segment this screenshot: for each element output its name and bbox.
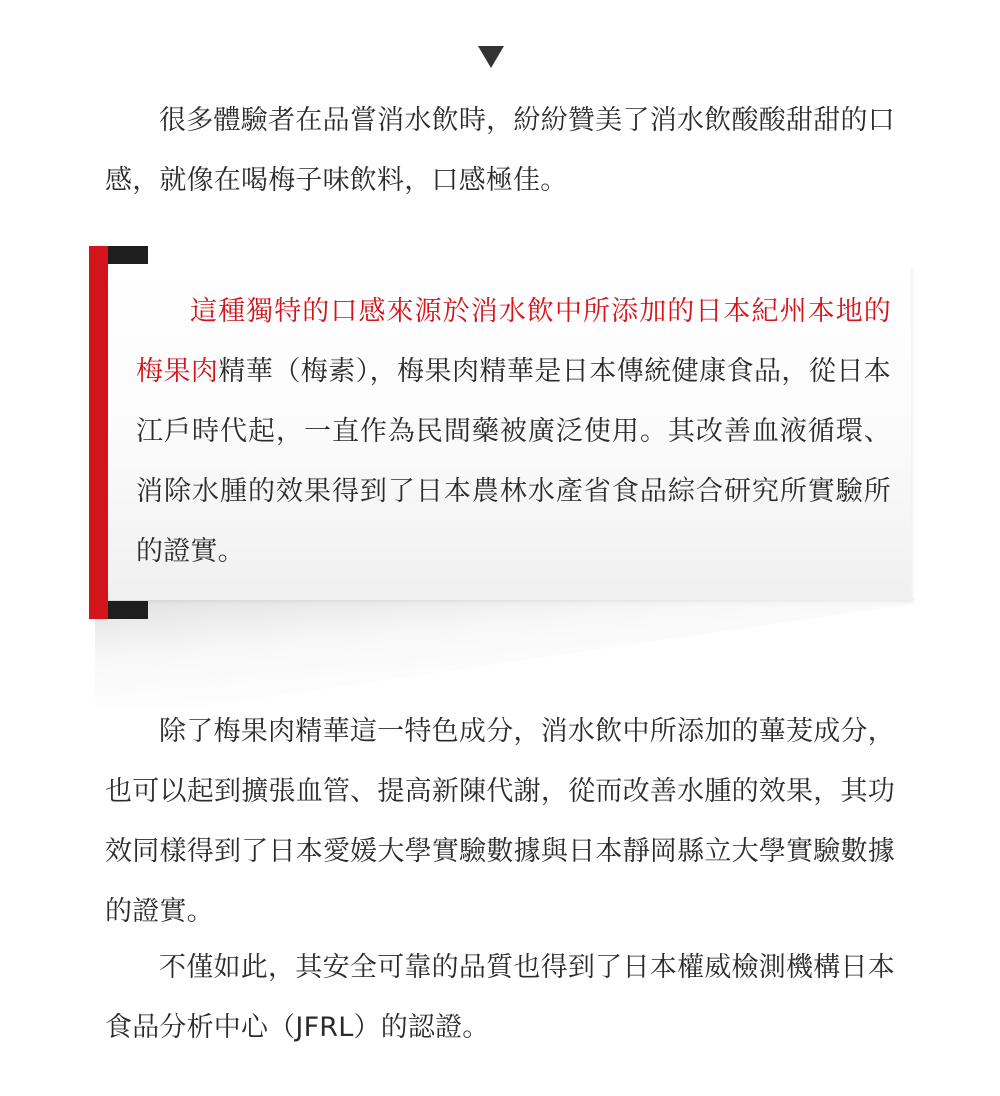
quote-cap-bottom [108, 601, 148, 619]
quote-accent-bar [89, 246, 108, 619]
paragraph-ingredient: 除了梅果肉精華這一特色成分，消水飲中所添加的蓽茇成分，也可以起到擴張血管、提高新陳代謝，從而改善水腫的效果，其功效同樣得到了日本愛媛大學實驗數據與日本靜岡縣立大學實驗數據的證實。 [105, 716, 895, 927]
quote-highlight: 這種獨特的口感來源於消水飲中所添加的日本紀州本地的梅果肉 [136, 296, 891, 387]
quote-rest: 精華（梅素），梅果肉精華是日本傳統健康食品，從日本江戶時代起，一直作為民間藥被廣泛使用。其改善血液循環、消除水腫的效果得到了日本農林水產省食品綜合研究所實驗所的證實。 [136, 356, 891, 567]
quote-text [136, 282, 891, 582]
quote-cap-top [108, 246, 148, 264]
paragraph-intro: 很多體驗者在品嘗消水飲時，紛紛贊美了消水飲酸酸甜甜的口感，就像在喝梅子味飲料，口感極佳。 [105, 105, 895, 196]
paragraph-certification: 不僅如此，其安全可靠的品質也得到了日本權威檢測機構日本食品分析中心（JFRL）的認證。 [105, 952, 895, 1043]
triangle-down-icon [478, 46, 504, 68]
quote-shadow [95, 598, 915, 708]
